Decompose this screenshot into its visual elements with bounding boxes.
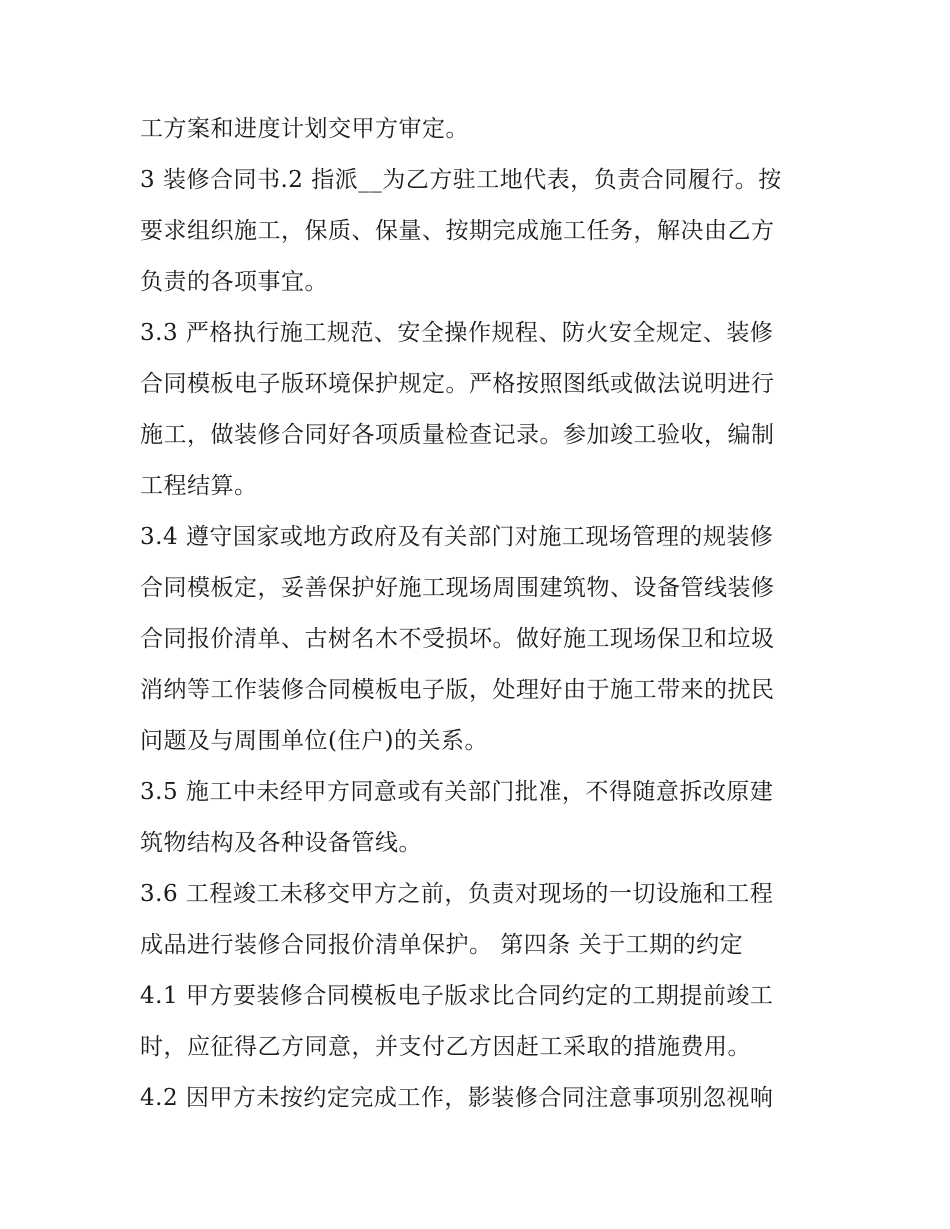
text-line: 3.6 工程竣工未移交甲方之前，负责对现场的一切设施和工程 (140, 881, 774, 907)
text-line: 成品进行装修合同报价清单保护。 第四条 关于工期的约定 (140, 932, 744, 958)
text-line: 4.2 因甲方未按约定完成工作，影装修合同注意事项别忽视响 (140, 1085, 774, 1111)
text-line: 工方案和进度计划交甲方审定。 (140, 116, 469, 142)
text-line: 合同模板电子版环境保护规定。严格按照图纸或做法说明进行 (140, 371, 775, 397)
document-body (140, 104, 820, 1124)
text-line: 3.3 严格执行施工规范、安全操作规程、防火安全规定、装修 (140, 320, 774, 346)
text-line: 3 装修合同书.2 指派__为乙方驻工地代表，负责合同履行。按 (140, 167, 782, 193)
text-line: 合同模板定，妥善保护好施工现场周围建筑物、设备管线装修 (140, 575, 775, 601)
text-line: 要求组织施工，保质、保量、按期完成施工任务，解决由乙方 (140, 218, 775, 244)
text-line: 问题及与周围单位(住户)的关系。 (140, 728, 488, 754)
text-line: 筑物结构及各种设备管线。 (140, 830, 422, 856)
text-line: 4.1 甲方要装修合同模板电子版求比合同约定的工期提前竣工 (140, 983, 774, 1009)
text-line: 工程结算。 (140, 473, 258, 499)
text-line: 消纳等工作装修合同模板电子版，处理好由于施工带来的扰民 (140, 677, 775, 703)
text-line: 时，应征得乙方同意，并支付乙方因赶工采取的措施费用。 (140, 1034, 751, 1060)
text-line: 合同报价清单、古树名木不受损坏。做好施工现场保卫和垃圾 (140, 626, 775, 652)
text-line: 施工，做装修合同好各项质量检查记录。参加竣工验收，编制 (140, 422, 775, 448)
text-line: 负责的各项事宜。 (140, 269, 328, 295)
text-line: 3.5 施工中未经甲方同意或有关部门批准，不得随意拆改原建 (140, 779, 774, 805)
text-line: 3.4 遵守国家或地方政府及有关部门对施工现场管理的规装修 (140, 524, 774, 550)
